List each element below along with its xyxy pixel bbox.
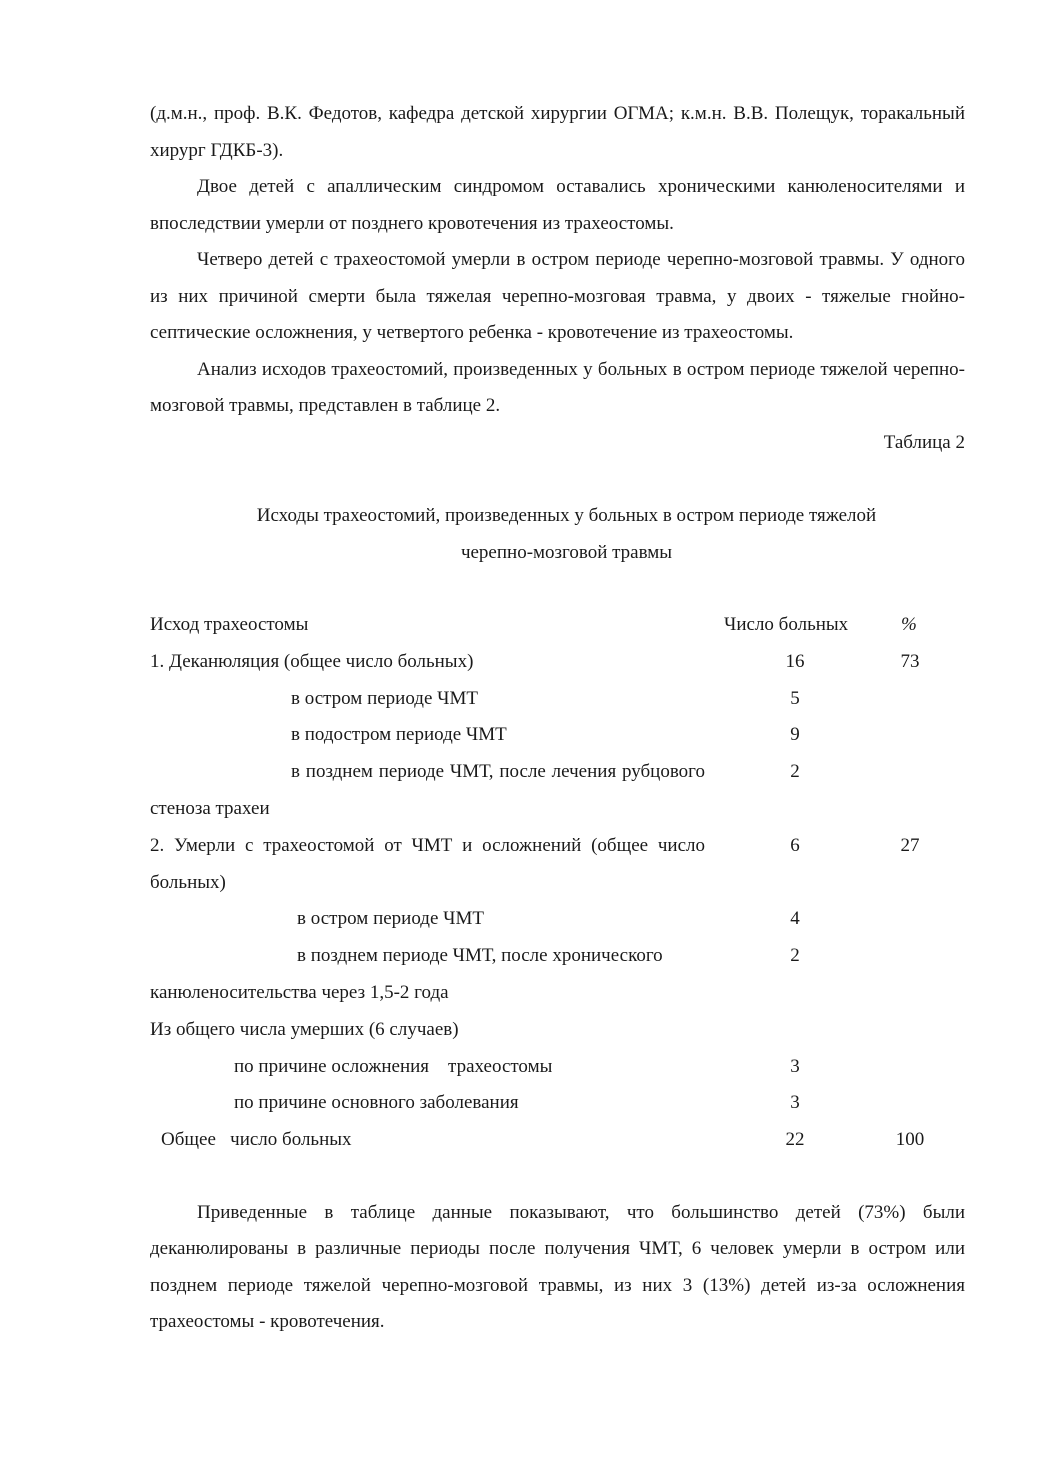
row-label: по причине осложнения трахеостомы — [234, 1055, 553, 1077]
row-count: 3 — [790, 1092, 800, 1114]
table-row — [150, 754, 965, 828]
paragraph-apallic: Двое детей с апаллическим синдромом оставались хроническими канюленосителями и впоследствии умерли от позднего кровотечения из трахеостомы. — [150, 176, 965, 234]
row-count: 16 — [785, 650, 805, 672]
row-count: 4 — [790, 908, 800, 930]
row-label: в позднем периоде ЧМТ, после лечения рубцового стеноза трахеи — [150, 761, 705, 819]
row-percent: 73 — [900, 650, 920, 672]
table-header-row — [150, 607, 965, 644]
document-page — [150, 96, 965, 1341]
table-row-total — [150, 1122, 965, 1159]
row-percent: 100 — [895, 1129, 925, 1151]
header-outcome: Исход трахеостомы — [150, 614, 309, 635]
table-row — [150, 1085, 965, 1122]
row-percent: 27 — [900, 834, 920, 856]
row-label: в остром периоде ЧМТ — [297, 908, 484, 930]
row-count: 2 — [790, 761, 800, 783]
row-count: 22 — [785, 1129, 805, 1151]
table-row — [150, 938, 965, 1012]
table-title-line2: черепно-мозговой травмы — [460, 541, 673, 563]
row-label: в остром периоде ЧМТ — [291, 687, 478, 709]
row-label: Общее число больных — [161, 1129, 352, 1151]
table-row — [150, 681, 965, 718]
header-percent: % — [901, 614, 917, 635]
header-count: Число больных — [724, 614, 849, 635]
table-title-line1: Исходы трахеостомий, произведенных у больных в остром периоде тяжелой — [256, 505, 877, 526]
row-label: 1. Деканюляция (общее число больных) — [150, 650, 474, 672]
paragraph-authors: (д.м.н., проф. В.К. Федотов, кафедра детской хирургии ОГМА; к.м.н. В.В. Полещук, торакальный хирург ГДКБ-3). — [150, 103, 965, 161]
row-count: 6 — [790, 834, 800, 856]
table-row — [150, 1012, 965, 1049]
paragraph-conclusion: Приведенные в таблице данные показывают, что большинство детей (73%) были деканюлированы в различные периоды после получения ЧМТ, 6 человек умерли в остром или позднем периоде тяжелой черепно-мозговой травмы, из них 3 (13%) детей из-за осложнения трахеостомы - кровотечения. — [150, 1201, 965, 1333]
paragraph-deaths: Четверо детей с трахеостомой умерли в остром периоде черепно-мозговой травмы. У одного из них причиной смерти была тяжелая черепно-мозговая травма, у двоих - тяжелые гнойно-септические осложнения, у четвертого ребенка - кровотечение из трахеостомы. — [150, 249, 965, 343]
row-label: 2. Умерли с трахеостомой от ЧМТ и осложнений (общее число больных) — [150, 834, 705, 893]
row-count: 2 — [790, 945, 800, 967]
table-row — [150, 717, 965, 754]
row-count: 9 — [790, 724, 800, 746]
row-count: 3 — [790, 1055, 800, 1077]
row-count: 5 — [790, 687, 800, 709]
paragraph-analysis: Анализ исходов трахеостомий, произведенных у больных в остром периоде тяжелой черепно-мозговой травмы, представлен в таблице 2. — [150, 358, 965, 416]
table-label: Таблица 2 — [883, 431, 965, 453]
row-label: Из общего числа умерших (6 случаев) — [150, 1018, 459, 1040]
row-label: в подостром периоде ЧМТ — [291, 724, 507, 746]
table-row — [150, 901, 965, 938]
table-row — [150, 644, 965, 681]
table-row — [150, 1049, 965, 1086]
row-label: по причине основного заболевания — [234, 1092, 519, 1114]
outcomes-table — [150, 607, 965, 1159]
table-row — [150, 828, 965, 902]
row-label: в позднем периоде ЧМТ, после хронического канюленосительства через 1,5-2 года — [150, 945, 663, 1003]
